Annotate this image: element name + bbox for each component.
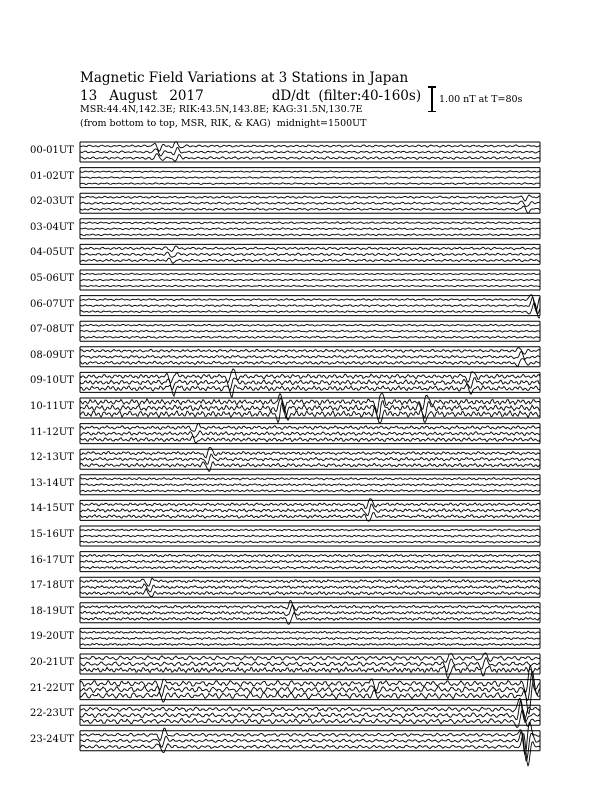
row-label: 12-13UT — [30, 452, 74, 464]
date-year: 2017 — [169, 88, 204, 104]
trace-RIK — [80, 252, 540, 257]
trace-MSR — [80, 665, 540, 678]
trace-MSR — [80, 513, 540, 522]
trace-KAG — [80, 195, 540, 201]
trace-KAG — [80, 171, 540, 173]
row-label: 04-05UT — [30, 247, 74, 259]
hour-row-11-12UT — [80, 423, 540, 443]
row-label: 16-17UT — [30, 554, 74, 566]
midnight-note: midnight=1500UT — [276, 118, 367, 129]
trace-KAG — [80, 478, 540, 480]
trace-MSR — [80, 336, 540, 338]
quantity-label: dD/dt — [271, 88, 310, 104]
trace-RIK — [80, 535, 540, 537]
row-label: 13-14UT — [30, 477, 74, 489]
hour-row-04-05UT — [80, 244, 540, 264]
row-label: 10-11UT — [30, 401, 74, 412]
row-label: 23-24UT — [30, 733, 74, 745]
trace-RIK — [80, 484, 540, 486]
hour-row-01-02UT — [80, 168, 540, 188]
trace-MSR — [80, 183, 540, 185]
trace-MSR — [80, 462, 540, 472]
trace-RIK — [80, 147, 540, 156]
hour-row-20-21UT — [80, 653, 540, 679]
station-order-line — [80, 118, 367, 129]
trace-KAG — [80, 324, 540, 326]
trace-RIK — [80, 637, 540, 639]
hour-row-09-10UT — [80, 369, 540, 397]
trace-RIK — [80, 201, 540, 206]
row-label: 07-08UT — [30, 324, 74, 336]
row-label: 05-06UT — [30, 273, 74, 284]
hour-row-14-15UT — [80, 499, 540, 522]
hour-row-16-17UT — [80, 552, 540, 572]
trace-KAG — [80, 393, 540, 413]
row-label: 22-23UT — [30, 708, 74, 720]
trace-RIK — [80, 177, 540, 178]
amplitude-scale-bar — [428, 86, 436, 112]
hour-row-23-24UT — [80, 722, 540, 766]
hour-row-12-13UT — [80, 447, 540, 471]
trace-RIK — [80, 454, 540, 464]
trace-MSR — [80, 589, 540, 597]
chart-title: Magnetic Field Variations at 3 Stations in Japan — [80, 70, 409, 86]
scale-label: 1.00 nT at T=80s — [439, 94, 523, 105]
trace-MSR — [80, 234, 540, 236]
trace-MSR — [80, 436, 540, 443]
trace-MSR — [80, 383, 540, 397]
row-label: 21-22UT — [30, 682, 74, 694]
trace-RIK — [80, 279, 540, 280]
date-day: 13 — [80, 88, 98, 104]
trace-KAG — [80, 601, 540, 611]
trace-KAG — [80, 529, 540, 531]
trace-RIK — [80, 560, 540, 563]
station-order-note: (from bottom to top, MSR, RIK, & KAG) — [80, 118, 271, 129]
trace-MSR — [80, 734, 540, 767]
hour-row-02-03UT — [80, 193, 540, 213]
trace-KAG — [80, 369, 540, 383]
trace-RIK — [80, 330, 540, 332]
hour-row-22-23UT — [80, 698, 540, 727]
row-label: 15-16UT — [30, 529, 74, 540]
date-and-filter-line — [80, 88, 421, 104]
trace-RIK — [80, 351, 540, 359]
trace-RIK — [80, 504, 540, 515]
trace-RIK — [80, 228, 540, 230]
trace-KAG — [80, 246, 540, 251]
hour-row-07-08UT — [80, 321, 540, 341]
trace-MSR — [80, 643, 540, 645]
hour-row-00-01UT — [80, 141, 540, 162]
row-label: 14-15UT — [30, 503, 74, 515]
trace-MSR — [80, 359, 540, 367]
trace-MSR — [80, 402, 540, 423]
trace-KAG — [80, 631, 540, 633]
trace-KAG — [80, 222, 540, 224]
row-label: 08-09UT — [30, 349, 74, 361]
trace-KAG — [80, 348, 540, 354]
station-coordinates: MSR:44.4N,142.3E; RIK:43.5N,143.8E; KAG:31.5N,130.7E — [80, 104, 363, 115]
row-label: 17-18UT — [30, 580, 74, 592]
hour-row-10-11UT — [80, 393, 540, 422]
row-label: 09-10UT — [30, 375, 74, 387]
row-label: 11-12UT — [30, 426, 74, 438]
row-label: 02-03UT — [30, 196, 74, 208]
hour-row-05-06UT — [80, 270, 540, 290]
row-label: 06-07UT — [30, 298, 74, 310]
trace-KAG — [80, 273, 540, 274]
trace-MSR — [80, 490, 540, 492]
trace-MSR — [80, 566, 540, 569]
row-label: 20-21UT — [30, 657, 74, 668]
trace-KAG — [80, 666, 540, 692]
row-label: 01-02UT — [30, 170, 74, 182]
trace-MSR — [80, 206, 540, 213]
hour-row-06-07UT — [80, 295, 540, 318]
hour-row-17-18UT — [80, 577, 540, 597]
trace-KAG — [80, 554, 540, 557]
hour-row-18-19UT — [80, 601, 540, 625]
trace-RIK — [80, 431, 540, 438]
trace-KAG — [80, 423, 540, 431]
row-label: 19-20UT — [30, 631, 74, 643]
date-month: August — [109, 88, 158, 104]
hour-row-03-04UT — [80, 219, 540, 239]
hour-row-19-20UT — [80, 628, 540, 648]
row-label: 03-04UT — [30, 221, 74, 233]
trace-MSR — [80, 258, 540, 263]
trace-KAG — [80, 578, 540, 586]
row-label: 18-19UT — [30, 605, 74, 617]
trace-MSR — [80, 285, 540, 287]
row-label: 00-01UT — [30, 145, 74, 156]
hour-row-21-22UT — [80, 666, 540, 714]
trace-KAG — [80, 141, 540, 151]
hour-row-13-14UT — [80, 475, 540, 495]
trace-MSR — [80, 154, 540, 162]
trace-KAG — [80, 295, 540, 311]
filter-label: (filter:40-160s) — [318, 88, 422, 104]
hour-row-08-09UT — [80, 347, 540, 367]
trace-MSR — [80, 541, 540, 543]
hour-row-15-16UT — [80, 526, 540, 546]
